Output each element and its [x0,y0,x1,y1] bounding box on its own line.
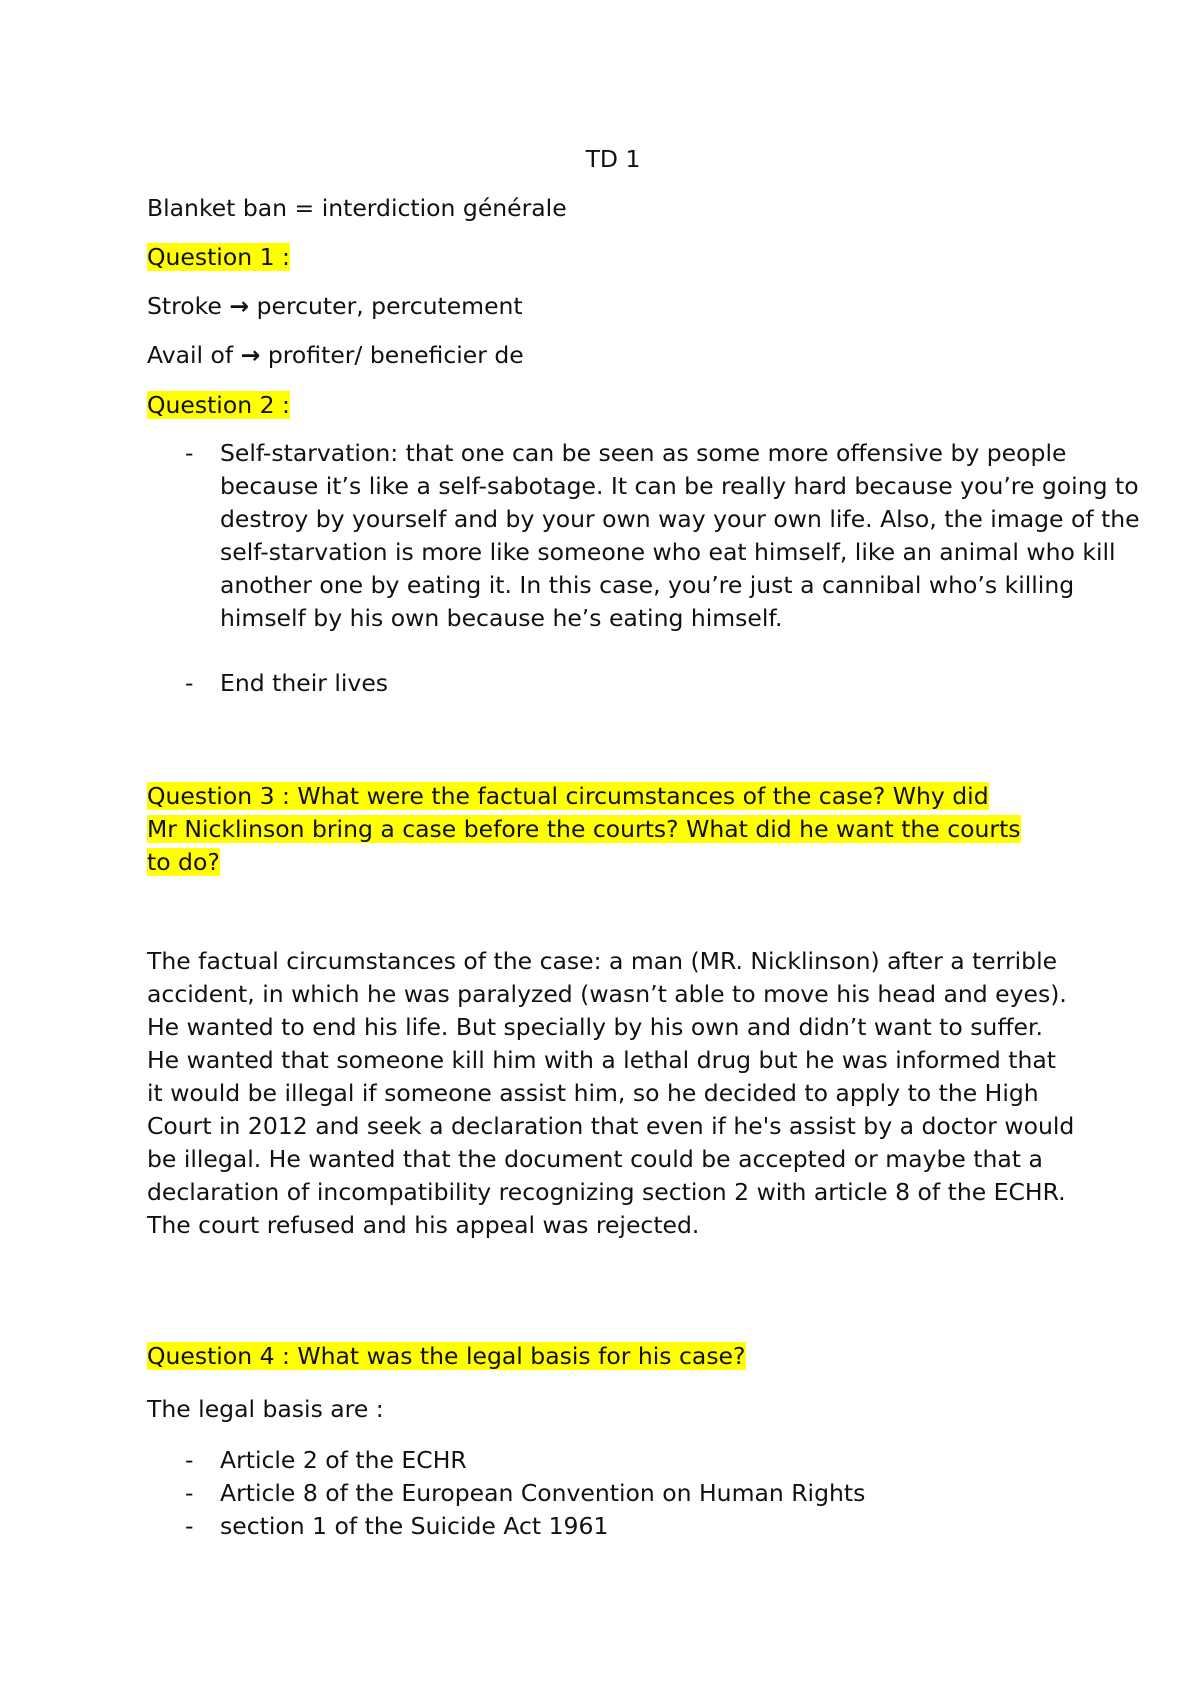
list-item-text: Self-starvation: that one can be seen as some more offensive by people because it’s like a self-sabotage. It can be really hard because you’re going to destroy by yourself and by your own way your own life. Also, the image of the self-starvation is more like someone who eat himself, like an animal who kill another one by eating it. In this case, you’re just a cannibal who’s killing himself by his own because he’s eating himself. [220,439,1140,632]
stroke-term: Stroke [147,292,222,320]
bullet-dash: - [185,439,194,467]
legal-basis-intro: The legal basis are : [147,1395,384,1423]
question-1-label: Question 1 : [147,243,290,271]
question-3-line: Mr Nicklinson bring a case before the courts? What did he want the courts [147,815,1021,843]
list-item-text: End their lives [220,669,389,697]
list-item [147,1444,1140,1477]
avail-term: Avail of [147,341,234,369]
question-2-label: Question 2 : [147,391,290,419]
list-item-text: Article 8 of the European Convention on Human Rights [220,1479,866,1507]
bullet-dash: - [185,1512,194,1540]
avail-definition: profiter/ beneficier de [267,341,524,369]
list-item-text: section 1 of the Suicide Act 1961 [220,1512,609,1540]
right-arrow-icon: → [240,341,261,369]
question-4-label: Question 4 : What was the legal basis for his case? [147,1342,746,1370]
question-2-heading [147,390,290,420]
avail-line [147,340,524,370]
legal-basis-list [147,1444,1140,1543]
list-item-text: Article 2 of the ECHR [220,1446,467,1474]
question-1-heading [147,242,290,272]
blanket-ban-line: Blanket ban = interdiction générale [147,194,567,222]
bullet-dash: - [185,1446,194,1474]
question-4-heading [147,1341,746,1371]
question-3-line: Question 3 : What were the factual circumstances of the case? Why did [147,782,989,810]
bullet-dash: - [185,1479,194,1507]
list-item [147,437,1140,635]
stroke-line [147,291,523,321]
stroke-definition: percuter, percutement [256,292,523,320]
document-title: TD 1 [585,145,641,173]
bullet-dash: - [185,669,194,697]
list-item [147,1477,1140,1510]
question-3-answer: The factual circumstances of the case: a man (MR. Nicklinson) after a terrible accident, in which he was paralyzed (wasn’t able to move his head and eyes). He wanted to end his life. But specially by his own and didn’t want to suffer. He wanted that someone kill him with a lethal drug but he was informed that it would be illegal if someone assist him, so he decided to apply to the High Court in 2012 and seek a declaration that even if he's assist by a doctor would be illegal. He wanted that the document could be accepted or maybe that a declaration of incompatibility recognizing section 2 with article 8 of the ECHR. The court refused and his appeal was rejected. [147,947,1075,1239]
list-item [147,1510,1140,1543]
question-3-line: to do? [147,848,220,876]
question-2-list [147,437,1140,700]
right-arrow-icon: → [229,292,250,320]
question-3-heading [147,780,1021,879]
list-item [147,667,1140,700]
